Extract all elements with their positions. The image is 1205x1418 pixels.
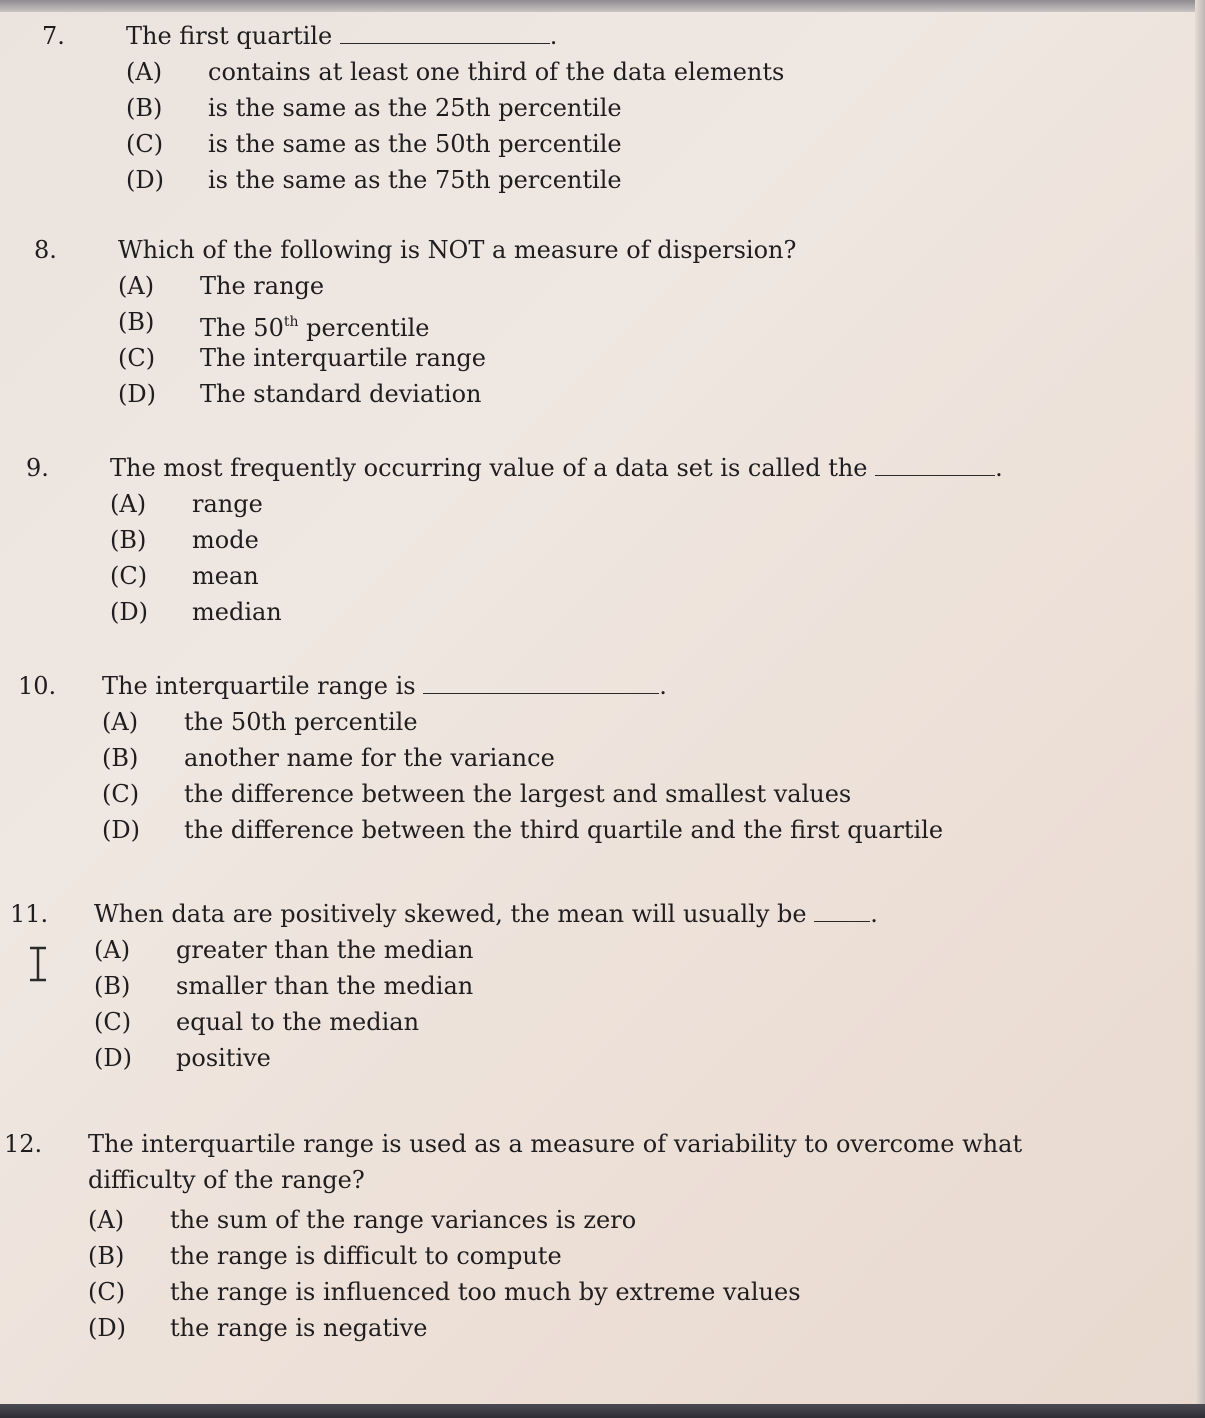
option-text: mean (192, 562, 259, 590)
option-text: the range is influenced too much by extreme values (170, 1278, 801, 1306)
option-letter: (D) (118, 380, 156, 408)
option-letter: (D) (110, 598, 148, 626)
question-number: 11. (10, 900, 49, 928)
option-letter: (A) (102, 708, 139, 736)
option-letter: (C) (94, 1008, 132, 1036)
question-number: 10. (18, 672, 57, 700)
option-letter: (A) (118, 272, 155, 300)
option-text: smaller than the median (176, 972, 474, 1000)
question-text: The most frequently occurring value of a data set is called the . (110, 454, 1003, 482)
option-text: The interquartile range (200, 344, 486, 372)
option-text: The range (200, 272, 325, 300)
option-letter: (C) (88, 1278, 126, 1306)
option-letter: (D) (126, 166, 164, 194)
answer-blank (875, 453, 995, 476)
option-text: the difference between the third quartile and the first quartile (184, 816, 944, 844)
answer-blank (423, 671, 659, 694)
option-letter: (B) (118, 308, 155, 336)
option-letter: (B) (94, 972, 131, 1000)
option-letter: (B) (102, 744, 139, 772)
option-text: the range is negative (170, 1314, 428, 1342)
option-letter: (D) (102, 816, 140, 844)
question-number: 12. (4, 1130, 43, 1158)
top-edge (0, 0, 1205, 12)
option-text: the difference between the largest and smallest values (184, 780, 852, 808)
option-text: is the same as the 50th percentile (208, 130, 622, 158)
option-text: mode (192, 526, 259, 554)
option-letter: (A) (94, 936, 131, 964)
option-letter: (C) (110, 562, 148, 590)
option-text: is the same as the 25th percentile (208, 94, 622, 122)
option-text: is the same as the 75th percentile (208, 166, 622, 194)
option-text: median (192, 598, 282, 626)
text-cursor-icon (26, 946, 50, 982)
option-text: the sum of the range variances is zero (170, 1206, 637, 1234)
option-text: range (192, 490, 263, 518)
answer-blank (340, 21, 550, 44)
option-letter: (D) (88, 1314, 126, 1342)
option-letter: (A) (88, 1206, 125, 1234)
option-letter: (C) (126, 130, 164, 158)
option-text: positive (176, 1044, 271, 1072)
option-letter: (B) (126, 94, 163, 122)
question-number: 7. (42, 22, 65, 50)
option-text: equal to the median (176, 1008, 420, 1036)
option-letter: (A) (126, 58, 163, 86)
question-number: 8. (34, 236, 57, 264)
question-text: Which of the following is NOT a measure of dispersion? (118, 236, 797, 264)
option-letter: (D) (94, 1044, 132, 1072)
option-text: greater than the median (176, 936, 474, 964)
option-text: another name for the variance (184, 744, 555, 772)
bottom-edge (0, 1404, 1205, 1418)
option-text: contains at least one third of the data elements (208, 58, 785, 86)
question-text: The interquartile range is . (102, 672, 667, 700)
option-letter: (B) (88, 1242, 125, 1270)
question-text: When data are positively skewed, the mean will usually be . (94, 900, 878, 928)
option-text: the 50th percentile (184, 708, 418, 736)
option-letter: (A) (110, 490, 147, 518)
option-text: the range is difficult to compute (170, 1242, 562, 1270)
option-text: The 50th percentile (200, 314, 430, 342)
question-text: The interquartile range is used as a measure of variability to overcome what difficulty of the range? (88, 1130, 1023, 1194)
question-text: The first quartile . (126, 22, 558, 50)
question-number: 9. (26, 454, 49, 482)
right-edge (1195, 0, 1205, 1418)
option-letter: (C) (102, 780, 140, 808)
option-letter: (C) (118, 344, 156, 372)
answer-blank (814, 899, 870, 922)
option-text: The standard deviation (200, 380, 482, 408)
option-letter: (B) (110, 526, 147, 554)
